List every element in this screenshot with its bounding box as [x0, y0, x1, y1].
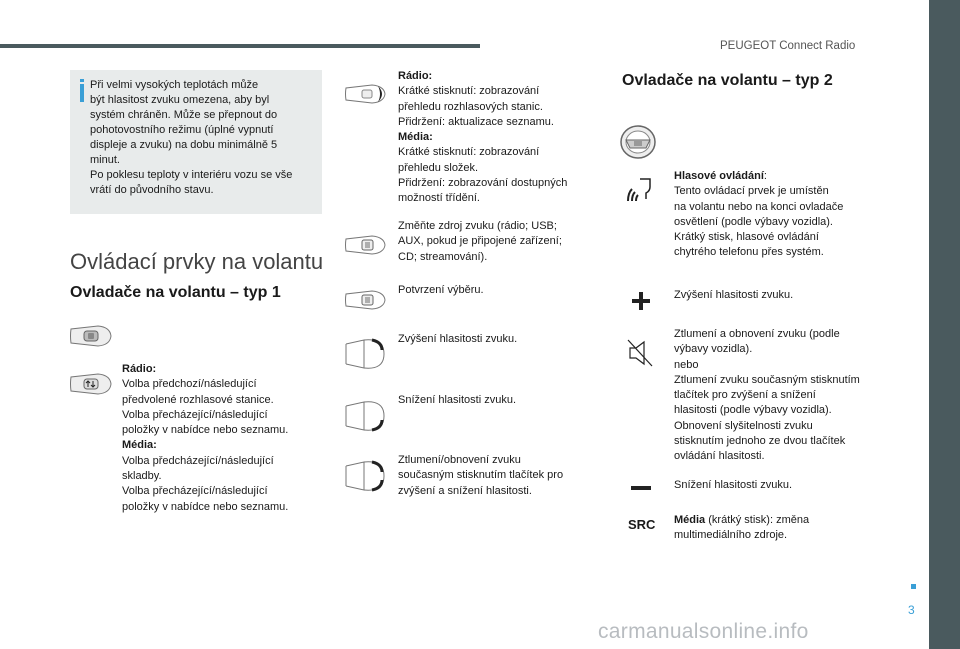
text-line: možností třídění. [398, 192, 480, 205]
text-line: hlasitosti (podle výbavy vozidla). [674, 404, 832, 417]
type2-heading: Ovladače na volantu – typ 2 [622, 72, 833, 89]
header-rule [0, 44, 480, 48]
label-media: Média [674, 514, 706, 526]
volume-down-stalk-icon [344, 396, 388, 436]
page-marker [911, 584, 916, 589]
label-media: Média: [398, 131, 433, 144]
text-line: Tento ovládací prvek je umístěn [674, 185, 829, 198]
info-line: pohotovostního režimu (úplné vypnutí [90, 124, 274, 136]
watermark: carmanualsonline.info [598, 620, 809, 643]
text-line: na volantu nebo na konci ovladače [674, 200, 844, 213]
stalk-confirm-icon [344, 288, 388, 312]
label-colon: : [763, 170, 767, 182]
volume-up-stalk-icon [344, 334, 388, 374]
minus-icon [631, 486, 651, 492]
info-line: minut. [90, 154, 120, 166]
info-line: vrátí do původního stavu. [90, 184, 214, 196]
text-line: zvýšení a snížení hlasitosti. [398, 484, 532, 497]
steering-wheel-icon [618, 122, 658, 162]
info-line: Po poklesu teploty v interiéru vozu se vše [90, 169, 293, 181]
text-line: CD; streamování). [398, 250, 488, 263]
text-line: položky v nabídce nebo seznamu. [122, 500, 289, 513]
text-line: Ztlumení a obnovení zvuku (podle [674, 328, 840, 340]
text-line: Přidržení: zobrazování dostupných [398, 177, 568, 190]
volume-down-entry: Snížení hlasitosti zvuku. [398, 394, 517, 406]
type1-heading: Ovladače na volantu – typ 1 [70, 284, 281, 301]
text-line: (krátký stisk): změna [705, 514, 810, 526]
info-box [70, 70, 322, 214]
info-icon-bar [80, 84, 84, 102]
plus-entry: Zvýšení hlasitosti zvuku. [674, 289, 794, 301]
stalk-arrows-icon [68, 371, 114, 397]
mute-stalk-icon [344, 456, 388, 496]
stalk-source-icon [344, 233, 388, 257]
text-line: Krátké stisknutí: zobrazování [398, 146, 540, 159]
stalk-end-button-icon [344, 82, 388, 106]
info-icon [80, 79, 84, 82]
voice-entry [674, 169, 894, 261]
volume-up-entry: Zvýšení hlasitosti zvuku. [398, 333, 518, 345]
text-line: Změňte zdroj zvuku (rádio; USB; [398, 220, 557, 232]
text-line: tlačítek pro zvýšení a snížení [674, 389, 816, 402]
minus-entry: Snížení hlasitosti zvuku. [674, 479, 793, 491]
text-line: osvětlení (podle výbavy vozidla). [674, 215, 833, 228]
text-line: Krátké stisknutí: zobrazování [398, 85, 540, 98]
text-line: Krátký stisk, hlasové ovládání [674, 231, 819, 244]
voice-control-icon [624, 175, 654, 205]
text-line: přehledu složek. [398, 161, 479, 174]
info-line: systém chráněn. Může se přepnout do [90, 109, 278, 121]
info-line: být hlasitost zvuku omezena, aby byl [90, 94, 270, 106]
page-number: 3 [908, 603, 915, 617]
text-line: multimediálního zdroje. [674, 529, 788, 542]
text-line: Volba přecházející/následující [122, 408, 268, 421]
text-line: položky v nabídce nebo seznamu. [122, 424, 289, 437]
info-line: Při velmi vysokých teplotách může [90, 79, 259, 91]
section-title: Ovládací prvky na volantu [70, 249, 324, 274]
text-line: Obnovení slyšitelnosti zvuku [674, 419, 813, 432]
type1-entry [122, 362, 322, 515]
label-media: Média: [122, 439, 157, 452]
text-line: chytrého telefonu přes systém. [674, 246, 824, 259]
src-entry [674, 513, 894, 544]
text-line: stisknutím jednoho ze dvou tlačítek [674, 435, 846, 448]
text-line: Ztlumení/obnovení zvuku [398, 454, 521, 466]
text-line: Volba předcházející/následující [122, 454, 274, 467]
label-radio: Rádio: [398, 70, 433, 82]
text-line: současným stisknutím tlačítek pro [398, 469, 564, 482]
label-radio: Rádio: [122, 363, 157, 375]
text-line: Přidržení: aktualizace seznamu. [398, 115, 554, 128]
source-entry [398, 219, 598, 265]
page-sidebar [929, 0, 960, 649]
text-line: předvolené rozhlasové stanice. [122, 393, 274, 406]
header-title: PEUGEOT Connect Radio [720, 40, 856, 52]
plus-icon [631, 291, 651, 311]
mute-icon [626, 338, 654, 368]
text-line: přehledu rozhlasových stanic. [398, 100, 543, 113]
text-line: Ztlumení zvuku současným stisknutím [674, 373, 860, 386]
text-line: nebo [674, 358, 699, 371]
text-line: AUX, pokud je připojené zařízení; [398, 235, 562, 248]
text-line: výbavy vozidla). [674, 343, 753, 356]
src-icon: SRC [628, 517, 656, 532]
mute-entry [398, 453, 598, 499]
text-line: Volba přecházející/následující [122, 485, 268, 498]
text-line: Volba předchozí/následující [122, 378, 257, 391]
mute-entry-type2 [674, 327, 894, 465]
confirm-entry: Potvrzení výběru. [398, 284, 484, 296]
text-line: ovládání hlasitosti. [674, 450, 765, 463]
stalk-control-icon [68, 323, 114, 349]
info-line: displeje a zvuku) na dobu minimálně 5 [90, 139, 278, 151]
text-line: skladby. [122, 470, 162, 483]
radio-media-entry [398, 69, 598, 207]
label-voice: Hlasové ovládání [674, 170, 764, 182]
